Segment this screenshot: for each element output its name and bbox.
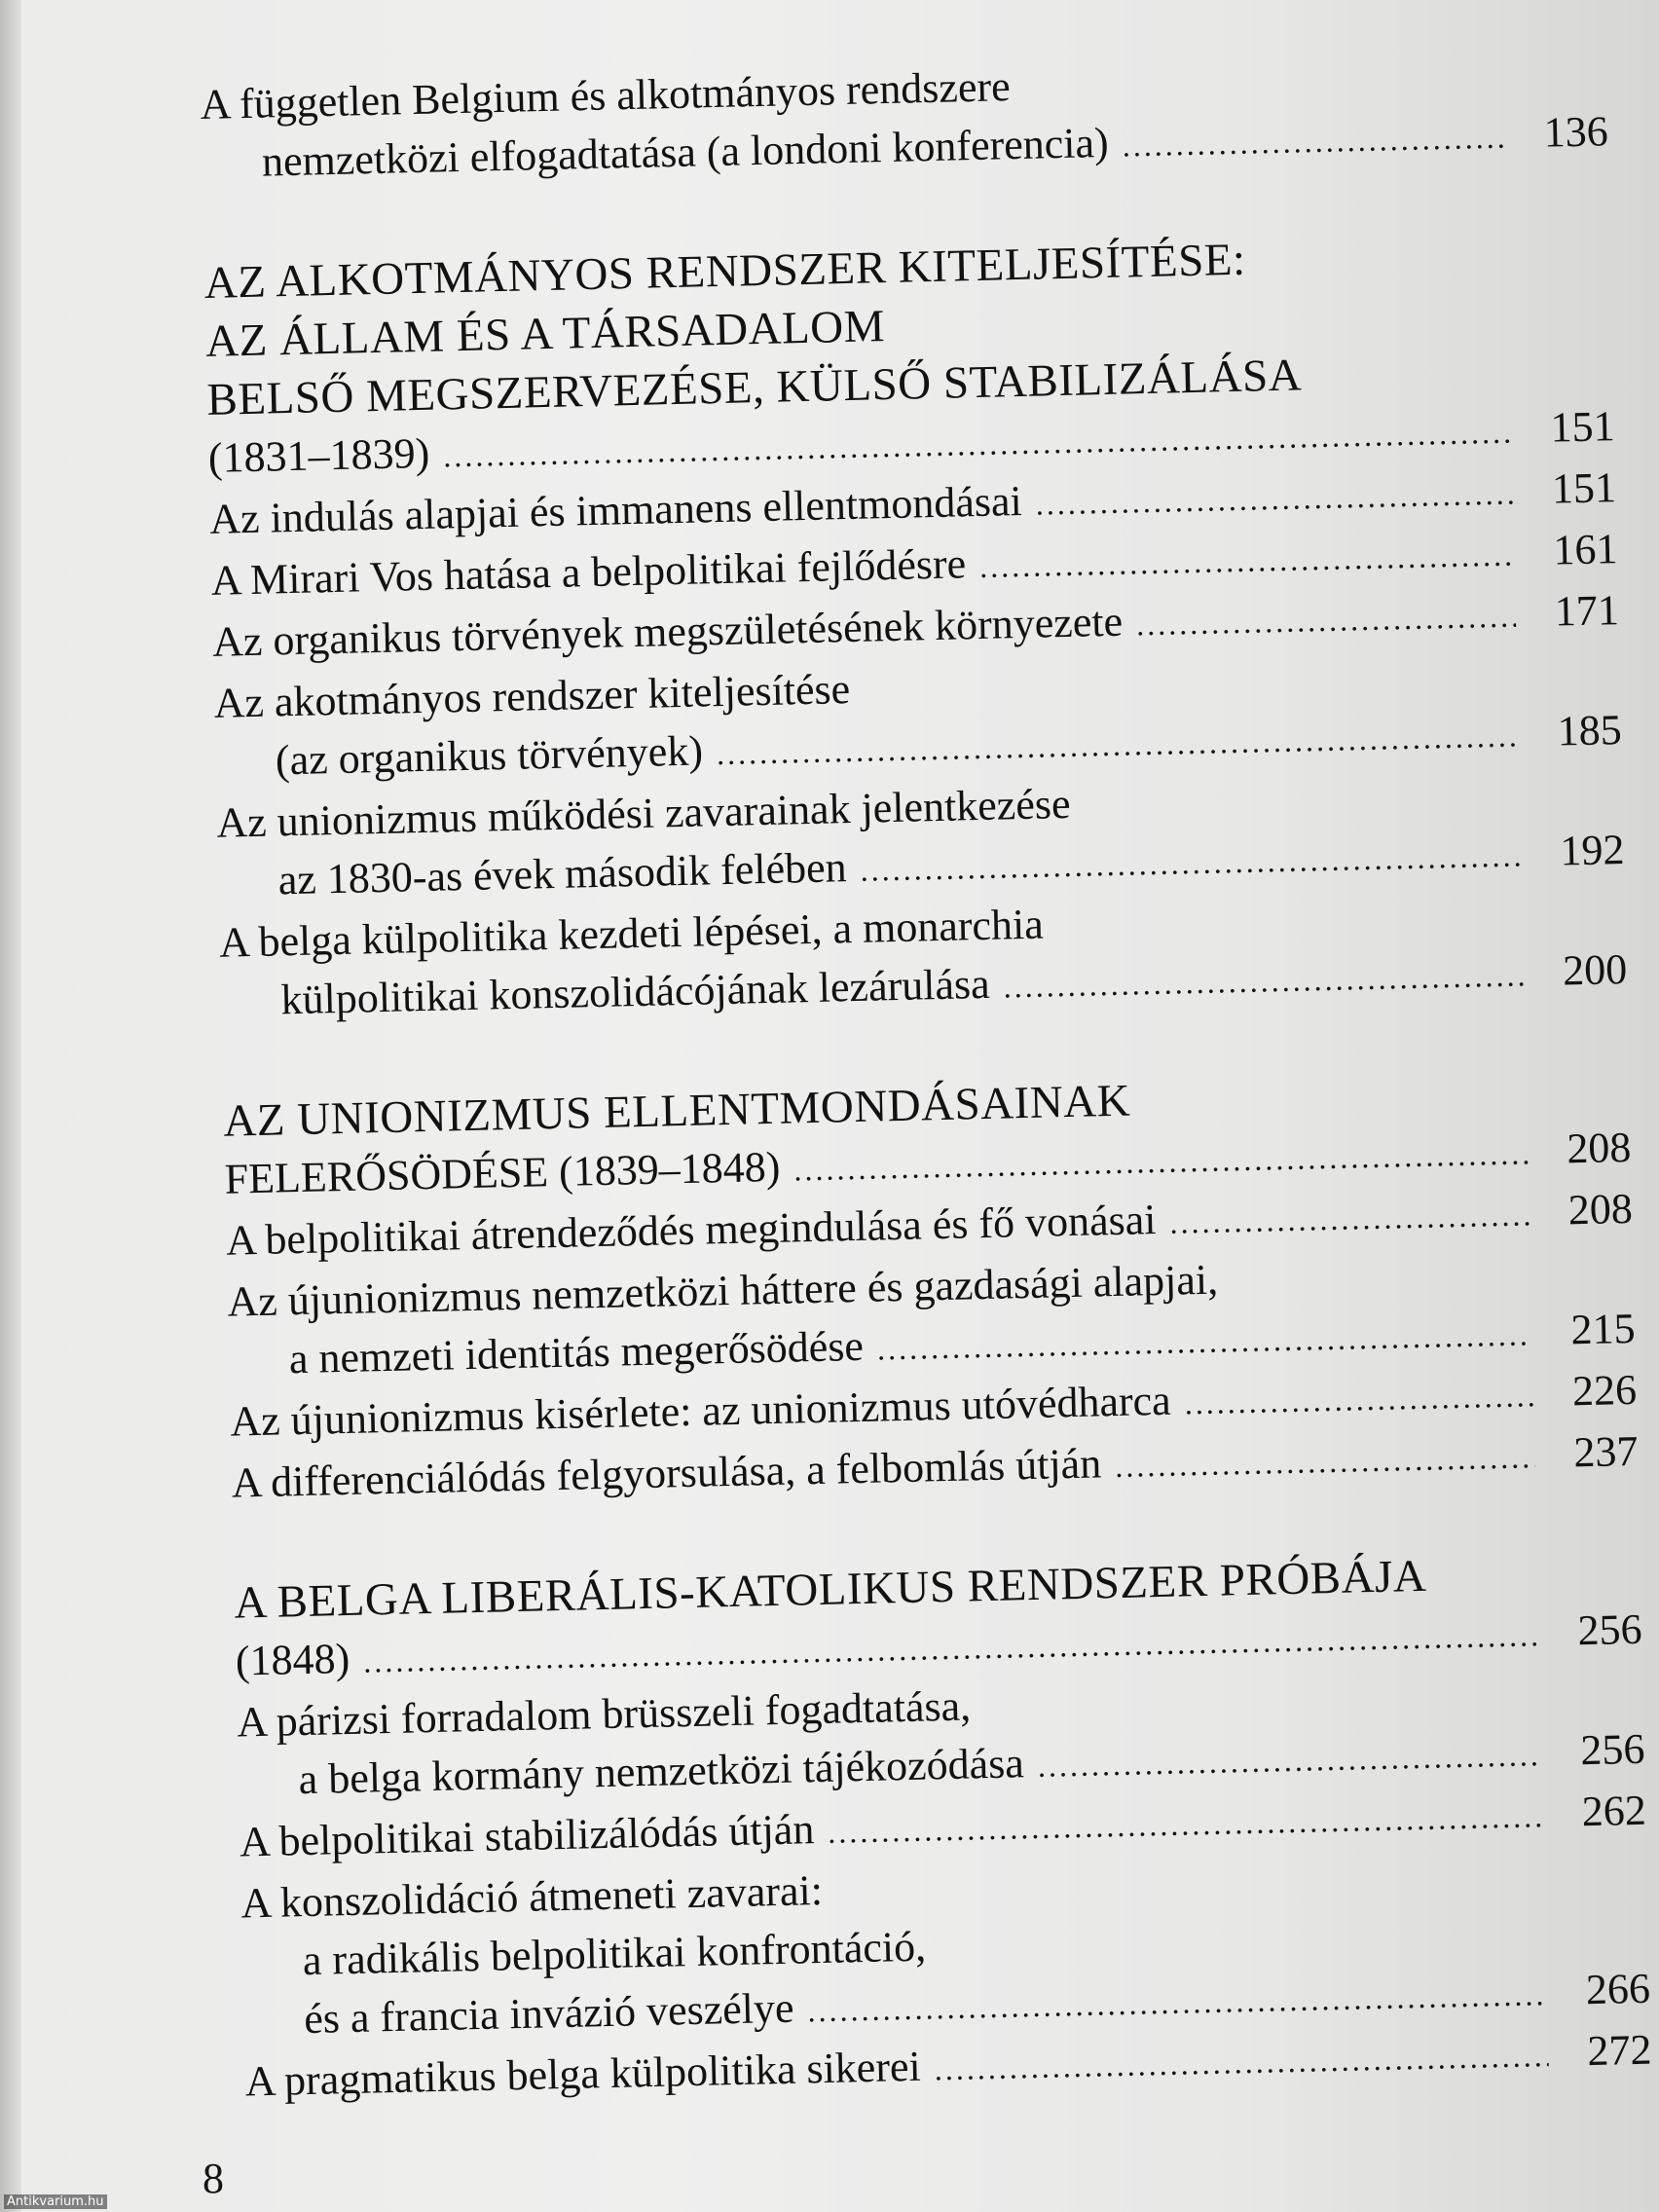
entry-title-line: Az újunionizmus nemzetközi háttere és gazdasági alapjai, <box>227 1255 1219 1326</box>
entry-page-number: 226 <box>1571 1365 1638 1416</box>
toc-entry <box>200 44 1608 196</box>
entry-title-line: a belga kormány nemzetközi tájékozódása <box>298 1739 1025 1804</box>
table-of-contents <box>200 44 1653 2172</box>
entry-page-number: 256 <box>1579 1724 1645 1775</box>
entry-page-number: 266 <box>1585 1964 1651 2014</box>
entry-title-line: FELERŐSÖDÉSE (1839–1848) <box>224 1142 781 1203</box>
entry-page-number: 171 <box>1554 586 1620 636</box>
dot-leader <box>1037 1725 1542 1795</box>
dot-leader <box>978 525 1515 595</box>
entry-title-line: (1831–1839) <box>207 428 430 482</box>
entry-page-number: 237 <box>1572 1426 1639 1477</box>
entry-page-number: 256 <box>1577 1604 1643 1655</box>
entry-title-line: és a francia invázió veszélye <box>303 1983 795 2044</box>
entry-page-number: 161 <box>1552 525 1618 574</box>
entry-page-number: 208 <box>1566 1123 1632 1173</box>
entry-title-line: külpolitikai konszolidácójának lezárulása <box>279 959 991 1024</box>
entry-title-line: nemzetközi elfogadtatása (a londoni konferencia) <box>261 118 1110 186</box>
entry-title-line: A pragmatikus belga külpolitika sikerei <box>244 2042 922 2106</box>
entry-page-number: 208 <box>1567 1184 1634 1235</box>
entry-page-number: 151 <box>1549 402 1616 452</box>
watermark: Antikvarium.hu <box>4 2194 107 2209</box>
entry-title-line: az 1830-as évek második felében <box>277 843 848 904</box>
entry-title-line: A párizsi forradalom brüsszeli fogadtatása, <box>236 1681 972 1747</box>
section-heading: A BELGA LIBERÁLIS-KATOLIKUS RENDSZER PRÓBÁJA <box>234 1550 1427 1629</box>
section-heading: AZ ALKOTMÁNYOS RENDSZER KITELJESÍTÉSE: <box>203 234 1247 309</box>
toc-section <box>203 222 1628 1034</box>
entry-title-line: A független Belgium és alkotmányos rendszere <box>200 62 1012 129</box>
entry-title-line: a radikális belpolitikai konfrontáció, <box>302 1922 927 1985</box>
entry-title-line: (az organikus törvények) <box>275 726 704 785</box>
toc-section <box>234 1542 1652 2115</box>
page-spine-shadow <box>0 0 21 2212</box>
section-heading: AZ ÁLLAM ÉS A TÁRSADALOM <box>204 301 886 367</box>
entry-page-number: 136 <box>1543 107 1609 157</box>
toc-entry <box>240 1843 1651 2053</box>
section-heading: AZ UNIONIZMUS ELLENTMONDÁSAINAK <box>222 1075 1131 1147</box>
entry-title-line: Az akotmányos rendszer kiteljesítése <box>213 665 851 727</box>
entry-title-line: A differenciálódás felgyorsulása, a felbomlás útján <box>231 1439 1102 1507</box>
entry-page-number: 272 <box>1586 2025 1652 2076</box>
entry-title-line: Az újunionizmus kisérlete: az unionizmus utóvédharca <box>229 1376 1172 1446</box>
dot-leader <box>1184 1366 1534 1432</box>
section-heading: BELSŐ MEGSZERVEZÉSE, KÜLSŐ STABILIZÁLÁSA <box>205 350 1303 425</box>
page-number: 8 <box>203 2155 224 2202</box>
dot-leader <box>1035 464 1514 534</box>
dot-leader <box>1122 108 1505 175</box>
entry-title-line: Az organikus törvények megszületésének környezete <box>211 597 1124 666</box>
toc-section <box>223 1060 1639 1516</box>
entry-page-number: 262 <box>1581 1786 1647 1836</box>
toc-section <box>200 44 1608 196</box>
dot-leader <box>934 2026 1549 2098</box>
entry-page-number: 192 <box>1559 826 1625 875</box>
entry-title-line: A belga külpolitika kezdeti lépései, a monarchia <box>218 900 1045 967</box>
entry-page-number: 185 <box>1557 706 1623 756</box>
entry-title-line: (1848) <box>235 1634 350 1685</box>
dot-leader <box>1115 1427 1536 1495</box>
dot-leader <box>1003 945 1525 1015</box>
dot-leader <box>1135 586 1516 653</box>
entry-page-number: 200 <box>1562 944 1628 995</box>
entry-title-line: A belpolitikai átrendeződés megindulása és fő vonásai <box>225 1196 1157 1265</box>
entry-title-line: A Mirari Vos hatása a belpolitikai fejlődésre <box>210 539 967 605</box>
entry-page-number: 151 <box>1551 463 1617 513</box>
entry-page-number: 215 <box>1570 1304 1637 1354</box>
entry-title-line: Az indulás alapjai és immanens ellentmondásai <box>208 476 1023 543</box>
entry-title-line: A belpolitikai stabilizálódás útján <box>239 1805 815 1866</box>
entry-title-line: Az unionizmus működési zavarainak jelentkezése <box>215 779 1071 847</box>
dot-leader <box>1169 1185 1530 1251</box>
entry-title-line: A konszolidáció átmeneti zavarai: <box>240 1865 824 1928</box>
entry-title-line: a nemzeti identitás megerősödése <box>288 1321 865 1383</box>
